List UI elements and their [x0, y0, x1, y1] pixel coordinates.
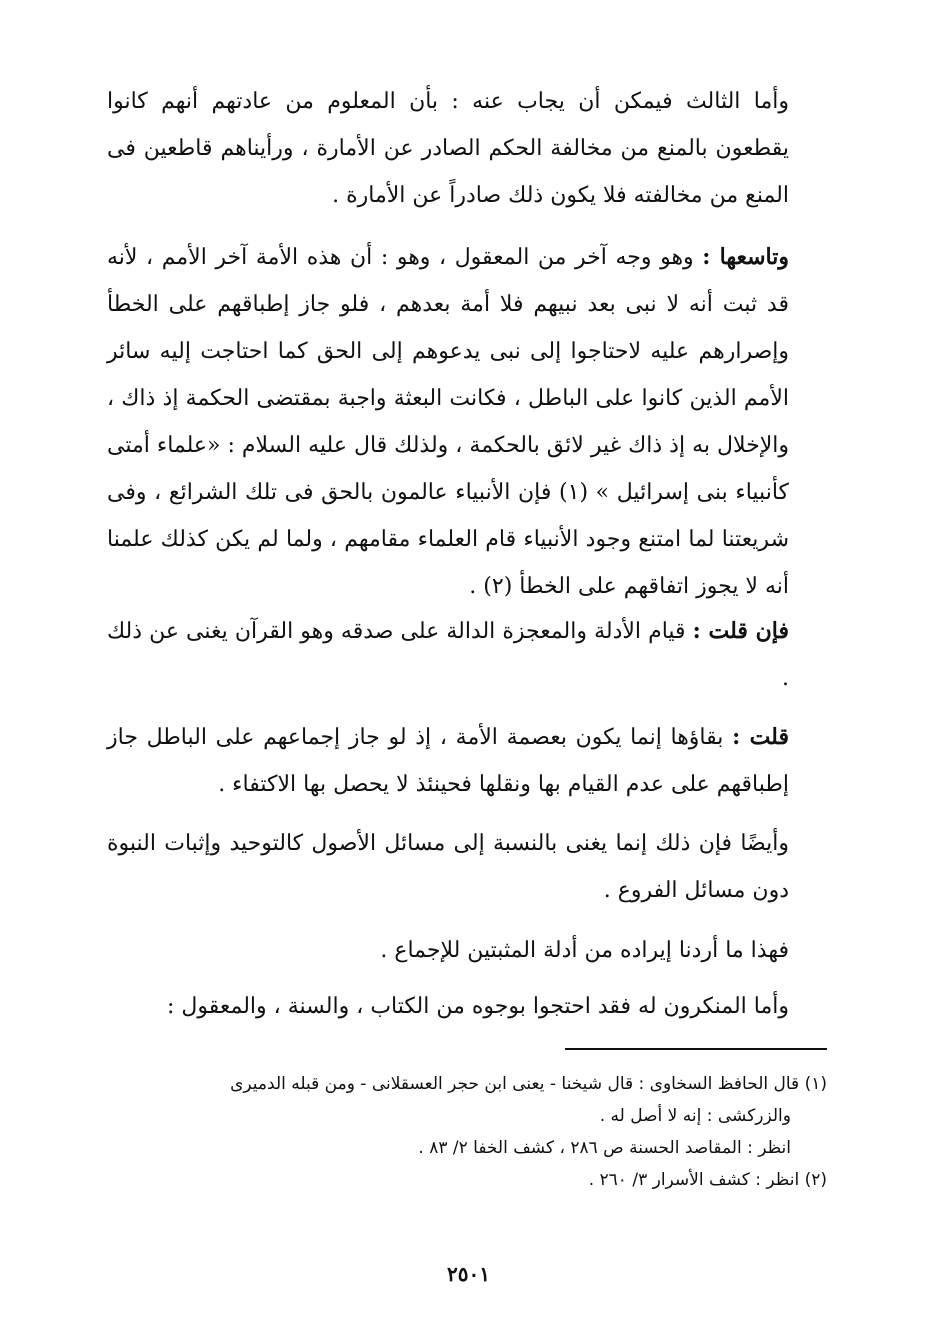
paragraph-also: [107, 820, 827, 914]
paragraph-text: قيام الأدلة والمعجزة الدالة على صدقه وهو القرآن يغنى عن ذلك .: [107, 619, 789, 691]
paragraph-lead: فإن قلت :: [692, 618, 790, 644]
paragraph-third-objection: [107, 78, 827, 219]
footnote-1-line-3: انظر : المقاصد الحسنة ص ٢٨٦ ، كشف الخفا ٢/ ٨٣ .: [418, 1138, 791, 1158]
paragraph-if-you-say: [107, 608, 827, 702]
page-number: ٢٥٠١: [447, 1262, 490, 1286]
paragraph-ninth-argument: [107, 234, 827, 610]
paragraph-deniers: [107, 983, 827, 1030]
footnotes: [107, 1068, 827, 1196]
paragraph-text: وهو وجه آخر من المعقول ، وهو : أن هذه الأمة آخر الأمم ، لأنه قد ثبت أنه لا نبى بعد نبيهم فلا أمة بعدهم ، فلو جاز إطباقهم على الخطأ وإصرارهم عليه لاحتاجوا إلى نبى يدعوهم إلى الحق كما احتاجت إليه سائر الأمم الذين كانوا على الباطل ، فكانت البعثة واجبة بمقتضى الحكمة إذ ذاك ، والإخلال به إذ ذاك غير لائق بالحكمة ، ولذلك قال عليه السلام : «علماء أمتى كأنبياء بنى إسرائيل » (١) فإن الأنبياء عالمون بالحق فى تلك الشرائع ، وفى شريعتنا لما امتنع وجود الأنبياء قام العلماء مقامهم ، ولما لم يكن كذلك علمنا أنه لا يجوز اتفاقهم على الخطأ (٢) .: [107, 245, 789, 599]
paragraph-text: بقاؤها إنما يكون بعصمة الأمة ، إذ لو جاز إجماعهم على الباطل جاز إطباقهم على عدم القيام بها ونقلها فحينئذ لا يحصل بها الاكتفاء .: [107, 725, 789, 797]
footnote-divider: [565, 1048, 827, 1050]
paragraph-text: فهذا ما أردنا إيراده من أدلة المثبتين للإجماع .: [380, 938, 789, 963]
paragraph-lead: وتاسعها :: [702, 244, 789, 270]
paragraph-i-said: [107, 714, 827, 808]
footnote-1-line-2: والزركشى : إنه لا أصل له .: [599, 1106, 791, 1126]
footnote-1-line-1: (١) قال الحافظ السخاوى : قال شيخنا - يعنى ابن حجر العسقلانى - ومن قبله الدميرى: [230, 1074, 827, 1094]
footnote-2-line-1: (٢) انظر : كشف الأسرار ٣/ ٢٦٠ .: [588, 1170, 827, 1190]
paragraph-text: وأما المنكرون له فقد احتجوا بوجوه من الكتاب ، والسنة ، والمعقول :: [167, 994, 789, 1019]
paragraph-conclusion: [107, 927, 827, 974]
paragraph-lead: قلت :: [732, 724, 789, 750]
paragraph-text: وأيضًا فإن ذلك إنما يغنى بالنسبة إلى مسائل الأصول كالتوحيد وإثبات النبوة دون مسائل الفروع .: [107, 831, 789, 903]
paragraph-text: وأما الثالث فيمكن أن يجاب عنه : بأن المعلوم من عادتهم أنهم كانوا يقطعون بالمنع من مخالفة الحكم الصادر عن الأمارة ، ورأيناهم قاطعين فى المنع من مخالفته فلا يكون ذلك صادراً عن الأمارة .: [107, 89, 789, 208]
